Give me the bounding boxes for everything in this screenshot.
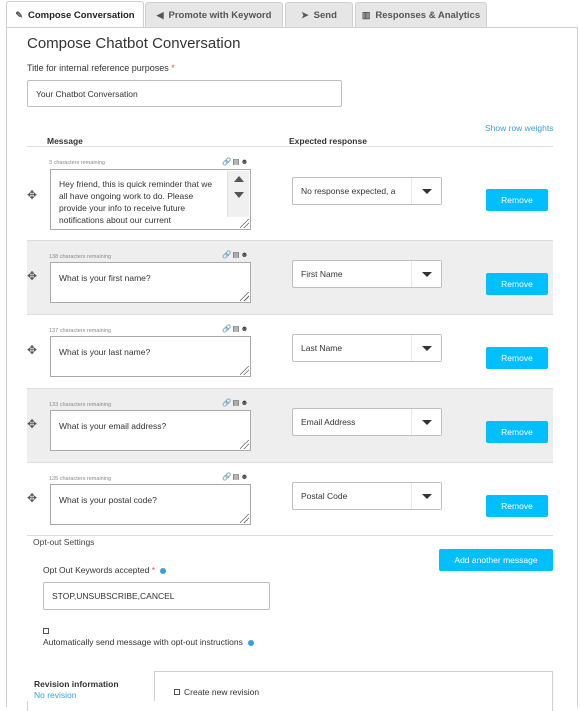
auto-send-label: Automatically send message with opt-out instructions	[43, 637, 254, 647]
image-icon[interactable]: ▤	[232, 250, 241, 259]
characters-remaining: 3 characters remaining	[49, 160, 105, 166]
characters-remaining: 137 characters remaining	[49, 328, 112, 334]
remove-button[interactable]: Remove	[486, 421, 548, 443]
chevron-down-icon[interactable]	[411, 335, 441, 361]
message-row	[27, 388, 553, 462]
scroll-down-icon[interactable]	[234, 192, 244, 198]
resize-grip-icon[interactable]	[240, 366, 249, 375]
revision-value[interactable]: No revision	[34, 690, 77, 700]
message-tools	[222, 324, 249, 333]
message-column-header: Message	[47, 136, 83, 146]
image-icon[interactable]: ▤	[232, 324, 241, 333]
required-mark: *	[171, 63, 175, 73]
pencil-icon: ✎	[15, 9, 23, 20]
message-row	[27, 146, 553, 240]
message-textarea[interactable]: What is your postal code?	[50, 484, 251, 525]
message-tools	[222, 472, 249, 481]
expected-response-select[interactable]: No response expected, a	[292, 177, 442, 205]
message-row	[27, 462, 553, 536]
chevron-down-icon[interactable]	[411, 483, 441, 509]
tab-responses-analytics[interactable]	[355, 2, 487, 27]
required-mark: *	[151, 565, 155, 575]
message-tools	[222, 398, 249, 407]
tab-promote-with-keyword[interactable]	[145, 2, 283, 27]
optout-keywords-label: Opt Out Keywords accepted *	[43, 565, 166, 575]
expected-response-select[interactable]: First Name	[292, 260, 442, 288]
emoji-icon[interactable]: ☻	[240, 324, 250, 333]
tab-label: Responses & Analytics	[375, 9, 481, 21]
info-icon[interactable]	[160, 568, 166, 574]
drag-handle-icon[interactable]: ✥	[27, 417, 38, 431]
message-textarea[interactable]: Hey friend, this is quick reminder that we all have ongoing work to do. Please provide your info to receive future notifications about our current	[50, 169, 251, 230]
remove-button[interactable]: Remove	[486, 495, 548, 517]
scroll-up-icon[interactable]	[234, 176, 244, 182]
drag-handle-icon[interactable]: ✥	[27, 491, 38, 505]
message-tools	[222, 250, 249, 259]
drag-handle-icon[interactable]: ✥	[27, 188, 38, 202]
remove-button[interactable]: Remove	[486, 273, 548, 295]
bar-chart-icon: ▥	[361, 9, 371, 20]
expected-response-select[interactable]: Email Address	[292, 408, 442, 436]
title-input[interactable]: Your Chatbot Conversation	[27, 80, 342, 107]
chevron-down-icon[interactable]	[411, 178, 441, 204]
message-textarea[interactable]: What is your email address?	[50, 410, 251, 451]
page-title: Compose Chatbot Conversation	[27, 35, 241, 52]
message-row	[27, 314, 553, 388]
resize-grip-icon[interactable]	[240, 219, 249, 228]
emoji-icon[interactable]: ☻	[240, 157, 250, 166]
emoji-icon[interactable]: ☻	[240, 472, 250, 481]
optout-keywords-input[interactable]: STOP,UNSUBSCRIBE,CANCEL	[43, 582, 270, 610]
resize-grip-icon[interactable]	[240, 292, 249, 301]
expected-response-select[interactable]: Postal Code	[292, 482, 442, 510]
message-tools	[222, 157, 249, 166]
drag-handle-icon[interactable]: ✥	[27, 269, 38, 283]
title-field-label: Title for internal reference purposes *	[27, 63, 175, 73]
link-icon[interactable]: 🔗	[222, 157, 233, 166]
chevron-down-icon[interactable]	[411, 261, 441, 287]
remove-button[interactable]: Remove	[486, 347, 548, 369]
tab-label: Compose Conversation	[27, 9, 135, 21]
characters-remaining: 133 characters remaining	[49, 402, 112, 408]
characters-remaining: 138 characters remaining	[49, 254, 112, 260]
tab-compose-conversation[interactable]	[6, 1, 144, 28]
auto-send-checkbox[interactable]	[43, 628, 49, 634]
image-icon[interactable]: ▤	[232, 472, 241, 481]
link-icon[interactable]: 🔗	[222, 472, 233, 481]
message-textarea[interactable]: What is your last name?	[50, 336, 251, 377]
add-message-button[interactable]: Add another message	[439, 549, 553, 571]
megaphone-icon: ◀	[156, 9, 164, 20]
create-revision-label: Create new revision	[184, 687, 260, 697]
scrollbar[interactable]	[227, 171, 249, 217]
remove-button[interactable]: Remove	[486, 189, 548, 211]
show-row-weights-link[interactable]: Show row weights	[485, 123, 554, 133]
image-icon[interactable]: ▤	[232, 157, 241, 166]
tab-label: Promote with Keyword	[168, 9, 272, 21]
resize-grip-icon[interactable]	[240, 514, 249, 523]
tab-send[interactable]	[285, 2, 353, 27]
link-icon[interactable]: 🔗	[222, 250, 233, 259]
message-row	[27, 240, 553, 314]
create-revision-checkbox[interactable]	[174, 689, 180, 695]
drag-handle-icon[interactable]: ✥	[27, 343, 38, 357]
emoji-icon[interactable]: ☻	[240, 398, 250, 407]
chevron-down-icon[interactable]	[411, 409, 441, 435]
tab-label: Send	[313, 9, 337, 21]
expected-response-column-header: Expected response	[289, 136, 367, 146]
image-icon[interactable]: ▤	[232, 398, 241, 407]
info-icon[interactable]	[248, 640, 254, 646]
optout-settings-title: Opt-out Settings	[33, 537, 95, 547]
resize-grip-icon[interactable]	[240, 440, 249, 449]
characters-remaining: 135 characters remaining	[49, 476, 112, 482]
link-icon[interactable]: 🔗	[222, 398, 233, 407]
send-icon: ➤	[301, 9, 309, 20]
emoji-icon[interactable]: ☻	[240, 250, 250, 259]
message-textarea[interactable]: What is your first name?	[50, 262, 251, 303]
expected-response-select[interactable]: Last Name	[292, 334, 442, 362]
link-icon[interactable]: 🔗	[222, 324, 233, 333]
revision-title: Revision information	[34, 679, 119, 689]
tab-bar	[0, 0, 580, 28]
